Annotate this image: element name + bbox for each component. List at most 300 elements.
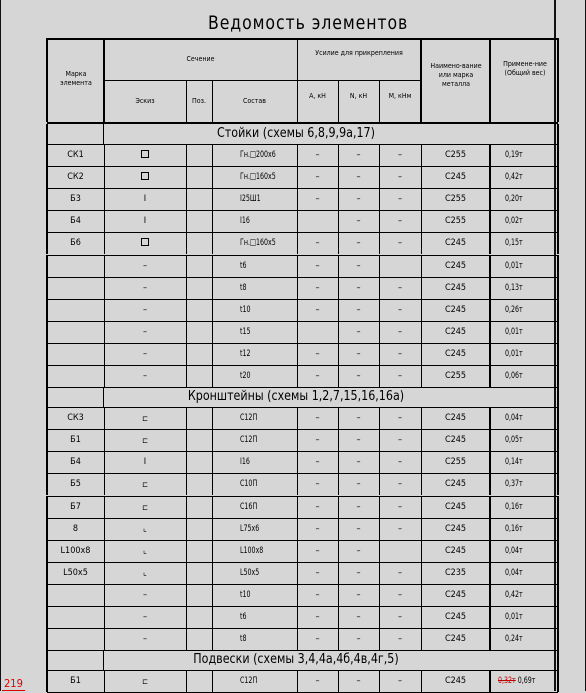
body-vline bbox=[212, 562, 213, 584]
row-usage: 0,20т bbox=[505, 194, 523, 205]
body-vline bbox=[557, 670, 559, 692]
row-mark: L100х8 bbox=[60, 545, 91, 556]
body-vline bbox=[421, 144, 422, 166]
body-vline bbox=[297, 407, 298, 429]
row-metal: С255 bbox=[444, 457, 467, 468]
body-vline bbox=[186, 451, 187, 473]
row-force-n: – bbox=[356, 567, 361, 578]
row-line bbox=[47, 562, 558, 563]
body-vline bbox=[104, 670, 105, 692]
body-vline bbox=[103, 650, 104, 670]
body-vline bbox=[421, 628, 422, 650]
body-vline bbox=[489, 496, 491, 518]
body-vline bbox=[379, 365, 380, 387]
row-metal: С245 bbox=[444, 479, 467, 490]
body-vline bbox=[46, 496, 48, 518]
row-force-n: – bbox=[356, 238, 361, 249]
row-composition: t8 bbox=[240, 634, 247, 645]
row-composition: C12П bbox=[240, 413, 258, 424]
body-vline bbox=[379, 451, 380, 473]
row-force-n: – bbox=[356, 150, 361, 160]
body-vline bbox=[379, 255, 380, 277]
body-vline bbox=[379, 166, 380, 188]
row-line bbox=[47, 540, 558, 541]
row-metal: С235 bbox=[444, 567, 467, 578]
body-vline bbox=[104, 343, 105, 365]
body-vline bbox=[46, 387, 48, 407]
row-metal: С245 bbox=[444, 348, 467, 359]
row-force-m: – bbox=[397, 194, 403, 205]
body-vline bbox=[557, 387, 559, 407]
row-mark: 8 bbox=[72, 523, 79, 534]
page-number: 219 bbox=[4, 677, 23, 690]
row-composition: t10 bbox=[240, 589, 251, 600]
row-force-n: – bbox=[356, 545, 361, 556]
body-vline bbox=[421, 518, 422, 540]
row-usage: 0,37т bbox=[505, 479, 523, 490]
row-sketch-icon: ⊏ bbox=[141, 436, 149, 446]
body-vline bbox=[338, 407, 339, 429]
row-metal: С255 bbox=[444, 150, 467, 160]
row-metal: С245 bbox=[444, 304, 467, 315]
body-vline bbox=[489, 277, 491, 299]
body-vline bbox=[186, 628, 187, 650]
row-composition: t8 bbox=[240, 282, 247, 293]
body-vline bbox=[379, 670, 380, 692]
row-metal: С245 bbox=[444, 435, 467, 446]
row-force-a: – bbox=[315, 150, 320, 160]
section-bottom-line bbox=[47, 670, 558, 671]
body-vline bbox=[489, 321, 491, 343]
body-vline bbox=[212, 365, 213, 387]
body-vline bbox=[104, 540, 105, 562]
row-usage: 0,13т bbox=[505, 282, 523, 293]
row-sketch-icon: – bbox=[142, 326, 148, 337]
row-metal: С255 bbox=[444, 216, 467, 227]
body-vline bbox=[186, 496, 187, 518]
row-usage: 0,15т bbox=[505, 238, 523, 249]
body-vline bbox=[557, 429, 559, 451]
row-composition: t15 bbox=[240, 326, 251, 337]
body-vline bbox=[489, 188, 491, 210]
body-vline bbox=[297, 606, 298, 628]
row-force-n: – bbox=[356, 260, 361, 271]
row-metal: С255 bbox=[444, 194, 467, 205]
row-usage: 0,01т bbox=[505, 348, 523, 359]
body-vline bbox=[379, 232, 380, 254]
body-vline bbox=[557, 188, 559, 210]
body-vline bbox=[421, 255, 422, 277]
body-vline bbox=[186, 606, 187, 628]
row-sketch-icon: – bbox=[142, 348, 148, 359]
row-sketch-icon: ⌞ bbox=[143, 545, 147, 556]
row-force-n: – bbox=[356, 194, 361, 205]
header-bottom-line bbox=[47, 122, 558, 124]
row-mark: Б1 bbox=[70, 435, 81, 446]
body-vline bbox=[104, 166, 105, 188]
row-line bbox=[47, 255, 558, 256]
body-vline bbox=[379, 628, 380, 650]
row-force-m: – bbox=[397, 501, 403, 512]
body-vline bbox=[557, 124, 559, 144]
header-vline bbox=[557, 38, 559, 122]
body-vline bbox=[557, 496, 559, 518]
row-composition: C10П bbox=[240, 479, 258, 490]
row-sketch-icon: ⊏ bbox=[141, 677, 149, 687]
body-vline bbox=[297, 451, 298, 473]
header-pos: Поз. bbox=[192, 97, 206, 105]
row-composition: t6 bbox=[240, 612, 247, 622]
header-forces: Усилие для прикрепления bbox=[315, 49, 403, 57]
body-vline bbox=[212, 473, 213, 495]
header-vline bbox=[103, 38, 105, 122]
row-force-m: – bbox=[397, 612, 403, 622]
row-usage: 0,05т bbox=[505, 435, 523, 446]
row-force-a: – bbox=[315, 589, 320, 600]
body-vline bbox=[46, 188, 48, 210]
row-line bbox=[47, 299, 558, 300]
row-force-a: – bbox=[315, 435, 320, 446]
body-vline bbox=[338, 473, 339, 495]
body-vline bbox=[186, 144, 187, 166]
body-vline bbox=[297, 299, 298, 321]
body-vline bbox=[489, 606, 491, 628]
row-sketch-icon: I bbox=[143, 194, 147, 205]
body-vline bbox=[421, 343, 422, 365]
row-metal: С245 bbox=[444, 612, 467, 622]
body-vline bbox=[46, 321, 48, 343]
body-vline bbox=[212, 144, 213, 166]
body-vline bbox=[421, 232, 422, 254]
body-vline bbox=[557, 299, 559, 321]
row-composition: C12П bbox=[240, 676, 258, 687]
row-metal: С245 bbox=[444, 523, 467, 534]
body-vline bbox=[557, 232, 559, 254]
row-force-m: – bbox=[397, 589, 403, 600]
row-sketch-icon: – bbox=[142, 304, 148, 315]
row-composition: Гн.□160х5 bbox=[240, 238, 276, 249]
body-vline bbox=[379, 473, 380, 495]
row-force-n: – bbox=[356, 371, 361, 381]
body-vline bbox=[297, 473, 298, 495]
body-vline bbox=[186, 473, 187, 495]
row-force-m: – bbox=[397, 150, 403, 160]
row-mark: Б4 bbox=[70, 216, 81, 227]
body-vline bbox=[421, 562, 422, 584]
section-title: Стойки (схемы 6,8,9,9а,17) bbox=[217, 126, 375, 141]
body-vline bbox=[212, 584, 213, 606]
header-usage: Примене-ние (Общий вес) bbox=[503, 60, 547, 77]
body-vline bbox=[212, 299, 213, 321]
body-vline bbox=[489, 518, 491, 540]
body-vline bbox=[489, 473, 491, 495]
body-vline bbox=[186, 210, 187, 232]
body-vline bbox=[46, 299, 48, 321]
body-vline bbox=[297, 210, 298, 232]
row-line bbox=[47, 518, 558, 519]
body-vline bbox=[104, 606, 105, 628]
row-force-a: – bbox=[315, 413, 320, 424]
body-vline bbox=[421, 299, 422, 321]
body-vline bbox=[212, 166, 213, 188]
body-vline bbox=[421, 584, 422, 606]
body-vline bbox=[46, 343, 48, 365]
body-vline bbox=[297, 365, 298, 387]
body-vline bbox=[421, 606, 422, 628]
row-sketch-icon: – bbox=[142, 371, 148, 381]
row-sketch-icon: – bbox=[142, 589, 148, 600]
row-metal: С255 bbox=[444, 371, 467, 381]
body-vline bbox=[46, 232, 48, 254]
body-vline bbox=[557, 540, 559, 562]
body-vline bbox=[557, 144, 559, 166]
row-force-m: – bbox=[397, 523, 403, 534]
body-vline bbox=[489, 255, 491, 277]
row-force-a: – bbox=[315, 545, 320, 556]
row-usage: 0,01т bbox=[505, 326, 523, 337]
body-vline bbox=[186, 540, 187, 562]
row-force-m: – bbox=[397, 238, 403, 249]
row-composition: I25Ш1 bbox=[240, 194, 261, 205]
body-vline bbox=[557, 473, 559, 495]
row-sketch-icon bbox=[104, 238, 186, 250]
body-vline bbox=[212, 540, 213, 562]
row-line bbox=[47, 232, 558, 233]
body-vline bbox=[338, 255, 339, 277]
row-line bbox=[47, 584, 558, 585]
body-vline bbox=[338, 628, 339, 650]
row-sketch-icon: ⊏ bbox=[141, 414, 149, 424]
row-composition: C12П bbox=[240, 435, 258, 446]
body-vline bbox=[104, 451, 105, 473]
row-force-n: – bbox=[356, 326, 361, 337]
row-usage-old: 0,32т bbox=[498, 676, 516, 687]
row-line bbox=[47, 210, 558, 211]
row-composition: L50х5 bbox=[240, 567, 260, 578]
row-line bbox=[47, 650, 558, 651]
body-vline bbox=[421, 473, 422, 495]
body-vline bbox=[338, 562, 339, 584]
header-vline bbox=[297, 80, 298, 122]
row-force-n: – bbox=[356, 501, 361, 512]
body-vline bbox=[46, 562, 48, 584]
row-line bbox=[47, 628, 558, 629]
body-vline bbox=[104, 365, 105, 387]
row-force-a: – bbox=[315, 676, 320, 687]
body-vline bbox=[104, 188, 105, 210]
row-force-n: – bbox=[356, 413, 361, 424]
body-vline bbox=[46, 255, 48, 277]
body-vline bbox=[379, 210, 380, 232]
row-line bbox=[47, 387, 558, 388]
row-line bbox=[47, 451, 558, 452]
header-metal: Наимено-вание или марка металла bbox=[430, 62, 482, 88]
body-vline bbox=[297, 144, 298, 166]
body-vline bbox=[186, 232, 187, 254]
body-vline bbox=[379, 606, 380, 628]
row-force-m: – bbox=[397, 326, 403, 337]
row-force-n: – bbox=[356, 612, 361, 622]
body-vline bbox=[338, 321, 339, 343]
row-metal: С245 bbox=[444, 282, 467, 293]
body-vline bbox=[557, 562, 559, 584]
row-line bbox=[47, 321, 558, 322]
row-mark: СК3 bbox=[67, 413, 84, 424]
row-force-m: – bbox=[397, 457, 403, 468]
body-vline bbox=[379, 496, 380, 518]
body-vline bbox=[46, 650, 48, 670]
body-vline bbox=[489, 562, 491, 584]
body-vline bbox=[421, 365, 422, 387]
row-usage: 0,04т bbox=[505, 545, 523, 556]
row-metal: С245 bbox=[444, 238, 467, 249]
body-vline bbox=[212, 210, 213, 232]
body-vline bbox=[379, 540, 380, 562]
body-vline bbox=[212, 321, 213, 343]
row-force-m: – bbox=[397, 479, 403, 490]
body-vline bbox=[557, 210, 559, 232]
row-mark: Б6 bbox=[70, 238, 81, 249]
row-sketch-icon: ⊏ bbox=[141, 480, 149, 490]
row-force-m: – bbox=[397, 172, 403, 183]
row-composition: C16П bbox=[240, 501, 258, 512]
body-vline bbox=[186, 255, 187, 277]
body-vline bbox=[338, 144, 339, 166]
row-line bbox=[47, 277, 558, 278]
body-vline bbox=[103, 124, 104, 144]
body-vline bbox=[489, 343, 491, 365]
body-vline bbox=[557, 407, 559, 429]
body-vline bbox=[421, 277, 422, 299]
row-sketch-icon bbox=[104, 172, 186, 184]
row-metal: С245 bbox=[444, 413, 467, 424]
row-force-a: – bbox=[315, 612, 320, 622]
row-metal: С245 bbox=[444, 260, 467, 271]
row-force-a: – bbox=[315, 523, 320, 534]
body-vline bbox=[46, 277, 48, 299]
row-usage: 0,02т bbox=[505, 216, 523, 227]
body-vline bbox=[297, 321, 298, 343]
body-vline bbox=[421, 451, 422, 473]
row-force-n: – bbox=[356, 435, 361, 446]
body-vline bbox=[186, 562, 187, 584]
header-vline bbox=[46, 38, 48, 122]
row-usage: 0,01т bbox=[505, 260, 523, 271]
row-force-a: – bbox=[315, 348, 320, 359]
row-force-a: – bbox=[315, 479, 320, 490]
body-vline bbox=[46, 429, 48, 451]
body-vline bbox=[186, 166, 187, 188]
body-vline bbox=[489, 210, 491, 232]
section-title: Кронштейны (схемы 1,2,7,15,16,16а) bbox=[187, 389, 405, 405]
row-force-a: – bbox=[315, 282, 320, 293]
row-mark: СК1 bbox=[67, 150, 84, 160]
body-vline bbox=[297, 670, 298, 692]
body-vline bbox=[421, 321, 422, 343]
row-force-n: – bbox=[356, 523, 361, 534]
body-vline bbox=[338, 232, 339, 254]
row-force-m: – bbox=[397, 348, 403, 359]
row-force-n: – bbox=[356, 457, 361, 468]
body-vline bbox=[186, 299, 187, 321]
row-usage: 0,42т bbox=[505, 172, 523, 183]
header-force-a: А, кН bbox=[309, 92, 326, 100]
header-vline bbox=[338, 80, 339, 122]
row-sketch-icon: ⌞ bbox=[143, 567, 147, 578]
body-vline bbox=[338, 343, 339, 365]
body-vline bbox=[186, 518, 187, 540]
header-force-n: N, кН bbox=[349, 92, 368, 100]
body-vline bbox=[46, 473, 48, 495]
row-line bbox=[47, 473, 558, 474]
body-vline bbox=[186, 407, 187, 429]
row-composition: t6 bbox=[240, 260, 247, 271]
row-force-n: – bbox=[356, 304, 361, 315]
row-sketch-icon: I bbox=[143, 216, 147, 227]
body-vline bbox=[104, 584, 105, 606]
row-force-n: – bbox=[356, 634, 361, 645]
body-vline bbox=[338, 606, 339, 628]
row-composition: L75х6 bbox=[240, 523, 260, 534]
row-usage: 0,16т bbox=[505, 523, 523, 534]
row-force-a: – bbox=[315, 457, 320, 468]
body-vline bbox=[338, 584, 339, 606]
body-vline bbox=[379, 429, 380, 451]
row-force-a: – bbox=[315, 371, 320, 381]
body-vline bbox=[421, 429, 422, 451]
header-vline bbox=[420, 38, 422, 122]
row-force-a: – bbox=[315, 260, 320, 271]
body-vline bbox=[104, 562, 105, 584]
body-vline bbox=[104, 144, 105, 166]
body-vline bbox=[338, 365, 339, 387]
row-metal: С245 bbox=[444, 676, 467, 687]
body-vline bbox=[212, 343, 213, 365]
body-vline bbox=[557, 365, 559, 387]
body-vline bbox=[297, 540, 298, 562]
body-vline bbox=[104, 255, 105, 277]
row-sketch-icon: – bbox=[142, 260, 148, 271]
body-vline bbox=[557, 628, 559, 650]
row-force-a: – bbox=[315, 194, 320, 205]
row-metal: С245 bbox=[444, 545, 467, 556]
row-force-n: – bbox=[356, 479, 361, 490]
body-vline bbox=[557, 166, 559, 188]
body-vline bbox=[46, 124, 48, 144]
body-vline bbox=[489, 584, 491, 606]
body-vline bbox=[297, 166, 298, 188]
row-usage: 0,04т bbox=[505, 567, 523, 578]
header-section: Сечение bbox=[186, 55, 215, 63]
body-vline bbox=[104, 473, 105, 495]
row-force-a: – bbox=[315, 304, 320, 315]
body-vline bbox=[104, 277, 105, 299]
row-force-n: – bbox=[356, 589, 361, 600]
row-usage: 0,04т bbox=[505, 413, 523, 424]
body-vline bbox=[379, 584, 380, 606]
row-line bbox=[47, 343, 558, 344]
body-vline bbox=[338, 188, 339, 210]
body-vline bbox=[297, 255, 298, 277]
body-vline bbox=[338, 277, 339, 299]
body-vline bbox=[46, 407, 48, 429]
row-composition: I16 bbox=[240, 216, 250, 227]
body-vline bbox=[186, 321, 187, 343]
row-mark: Б5 bbox=[70, 479, 81, 490]
row-mark: L50х5 bbox=[63, 567, 88, 578]
row-force-m: – bbox=[397, 435, 403, 446]
row-composition: t12 bbox=[240, 348, 251, 359]
